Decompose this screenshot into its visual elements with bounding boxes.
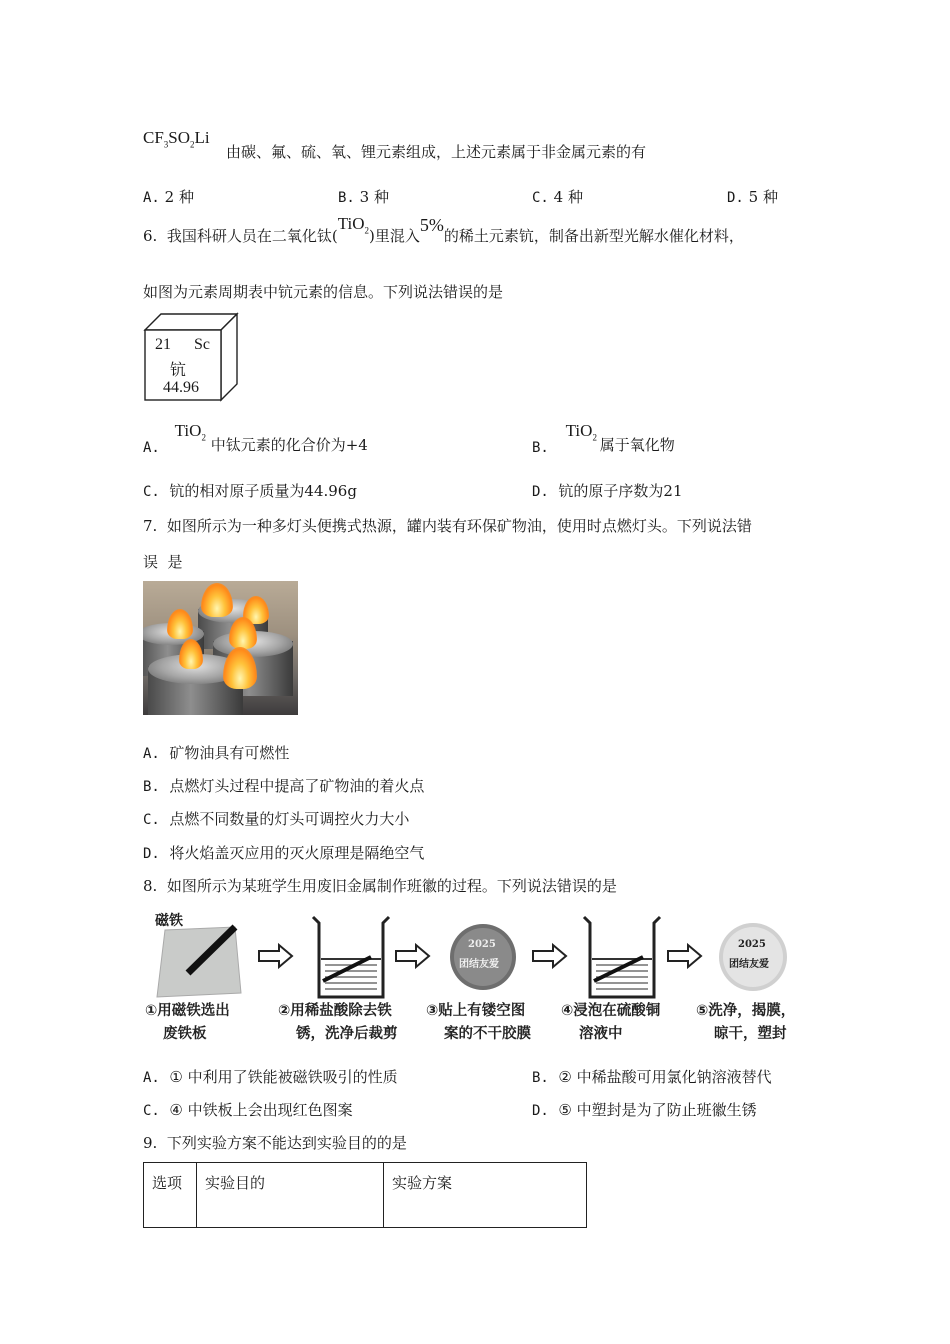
q5-text: 由碳、氟、硫、氧、锂元素组成，上述元素属于非金属元素的有 — [226, 143, 647, 161]
q8-option-b[interactable]: B. ② 中稀盐酸可用氯化钠溶液替代 — [532, 1068, 772, 1086]
q5-formula: $CF_3SO_2Li$ — [143, 128, 210, 150]
q5-stem — [143, 128, 210, 149]
q6-tio2: TiO$_2$ — [337, 214, 370, 236]
q5-option-c[interactable]: C. 4 种 — [532, 188, 583, 206]
badge2-year: 2025 — [738, 939, 766, 950]
badge1-year: 2025 — [468, 939, 496, 950]
q8-option-c[interactable]: C. ④ 中铁板上会出现红色图案 — [143, 1101, 353, 1119]
element-number: 21 — [155, 336, 171, 353]
q7-option-b[interactable]: B. 点燃灯头过程中提高了矿物油的着火点 — [143, 777, 425, 795]
element-mass: 44.96 — [163, 379, 199, 396]
badge1-motto: 团结友爱 — [459, 959, 499, 970]
q7-stem-line2: 误 是 — [143, 553, 183, 571]
q6-option-d[interactable]: D. 钪的原子序数为21 — [532, 482, 683, 500]
q5-option-a[interactable]: A. 2 种 — [143, 188, 194, 206]
periodic-table-cell — [143, 312, 239, 402]
experiment-table — [143, 1162, 587, 1228]
q7-option-c[interactable]: C. 点燃不同数量的灯头可调控火力大小 — [143, 810, 410, 828]
q6-stem: 6. 我国科研人员在二氧化钛(TiO$_2$)里混入5%的稀土元素钪，制备出新型光解水催化材料， — [143, 214, 744, 245]
q6-option-a-formula: TiO$_2$ — [174, 421, 206, 443]
q6-option-b[interactable]: B. TiO$_2$ 属于氧化物 — [532, 421, 675, 456]
element-name: 钪 — [170, 360, 187, 379]
q6-option-a[interactable]: A. TiO$_2$ 中钛元素的化合价为+4 — [143, 421, 368, 456]
q8-option-d[interactable]: D. ⑤ 中塑封是为了防止班徽生锈 — [532, 1101, 757, 1119]
q5-option-d[interactable]: D. 5 种 — [727, 188, 778, 206]
q8-stem: 8. 如图所示为某班学生用废旧金属制作班徽的过程。下列说法错误的是 — [143, 877, 617, 895]
q7-stem: 7. 如图所示为一种多灯头便携式热源，罐内装有环保矿物油，使用时点燃灯头。下列说法错 — [143, 517, 752, 535]
q5-option-b[interactable]: B. 3 种 — [338, 188, 389, 206]
table-header-option: 选项 — [144, 1163, 197, 1228]
q6-option-b-formula: TiO$_2$ — [565, 421, 597, 443]
step-4-caption: ④浸泡在硫酸铜 溶液中 — [561, 1003, 661, 1042]
table-header-plan: 实验方案 — [384, 1163, 587, 1228]
step-3-caption: ③贴上有镂空图 案的不干胶膜 — [426, 1003, 531, 1042]
table-header-purpose: 实验目的 — [197, 1163, 384, 1228]
table-header-row — [144, 1163, 587, 1228]
element-symbol: Sc — [194, 336, 210, 353]
q7-option-d[interactable]: D. 将火焰盖灭应用的灭火原理是隔绝空气 — [143, 844, 425, 862]
badge-process-diagram — [143, 905, 803, 1050]
heat-source-photo — [143, 581, 298, 715]
q8-option-a[interactable]: A. ① 中利用了铁能被磁铁吸引的性质 — [143, 1068, 398, 1086]
step-1-caption: ①用磁铁选出 废铁板 — [145, 1003, 230, 1042]
q7-option-a[interactable]: A. 矿物油具有可燃性 — [143, 744, 290, 762]
magnet-label: 磁铁 — [155, 913, 183, 929]
badge2-motto: 团结友爱 — [729, 959, 769, 970]
q6-stem-line2: 如图为元素周期表中钪元素的信息。下列说法错误的是 — [143, 283, 504, 301]
step-5-caption: ⑤洗净，揭膜， 晾干，塑封 — [696, 1003, 796, 1042]
step-2-caption: ②用稀盐酸除去铁 锈，洗净后裁剪 — [278, 1003, 398, 1042]
q9-stem: 9. 下列实验方案不能达到实验目的的是 — [143, 1134, 407, 1152]
q6-option-c[interactable]: C. 钪的相对原子质量为44.96g — [143, 482, 357, 500]
